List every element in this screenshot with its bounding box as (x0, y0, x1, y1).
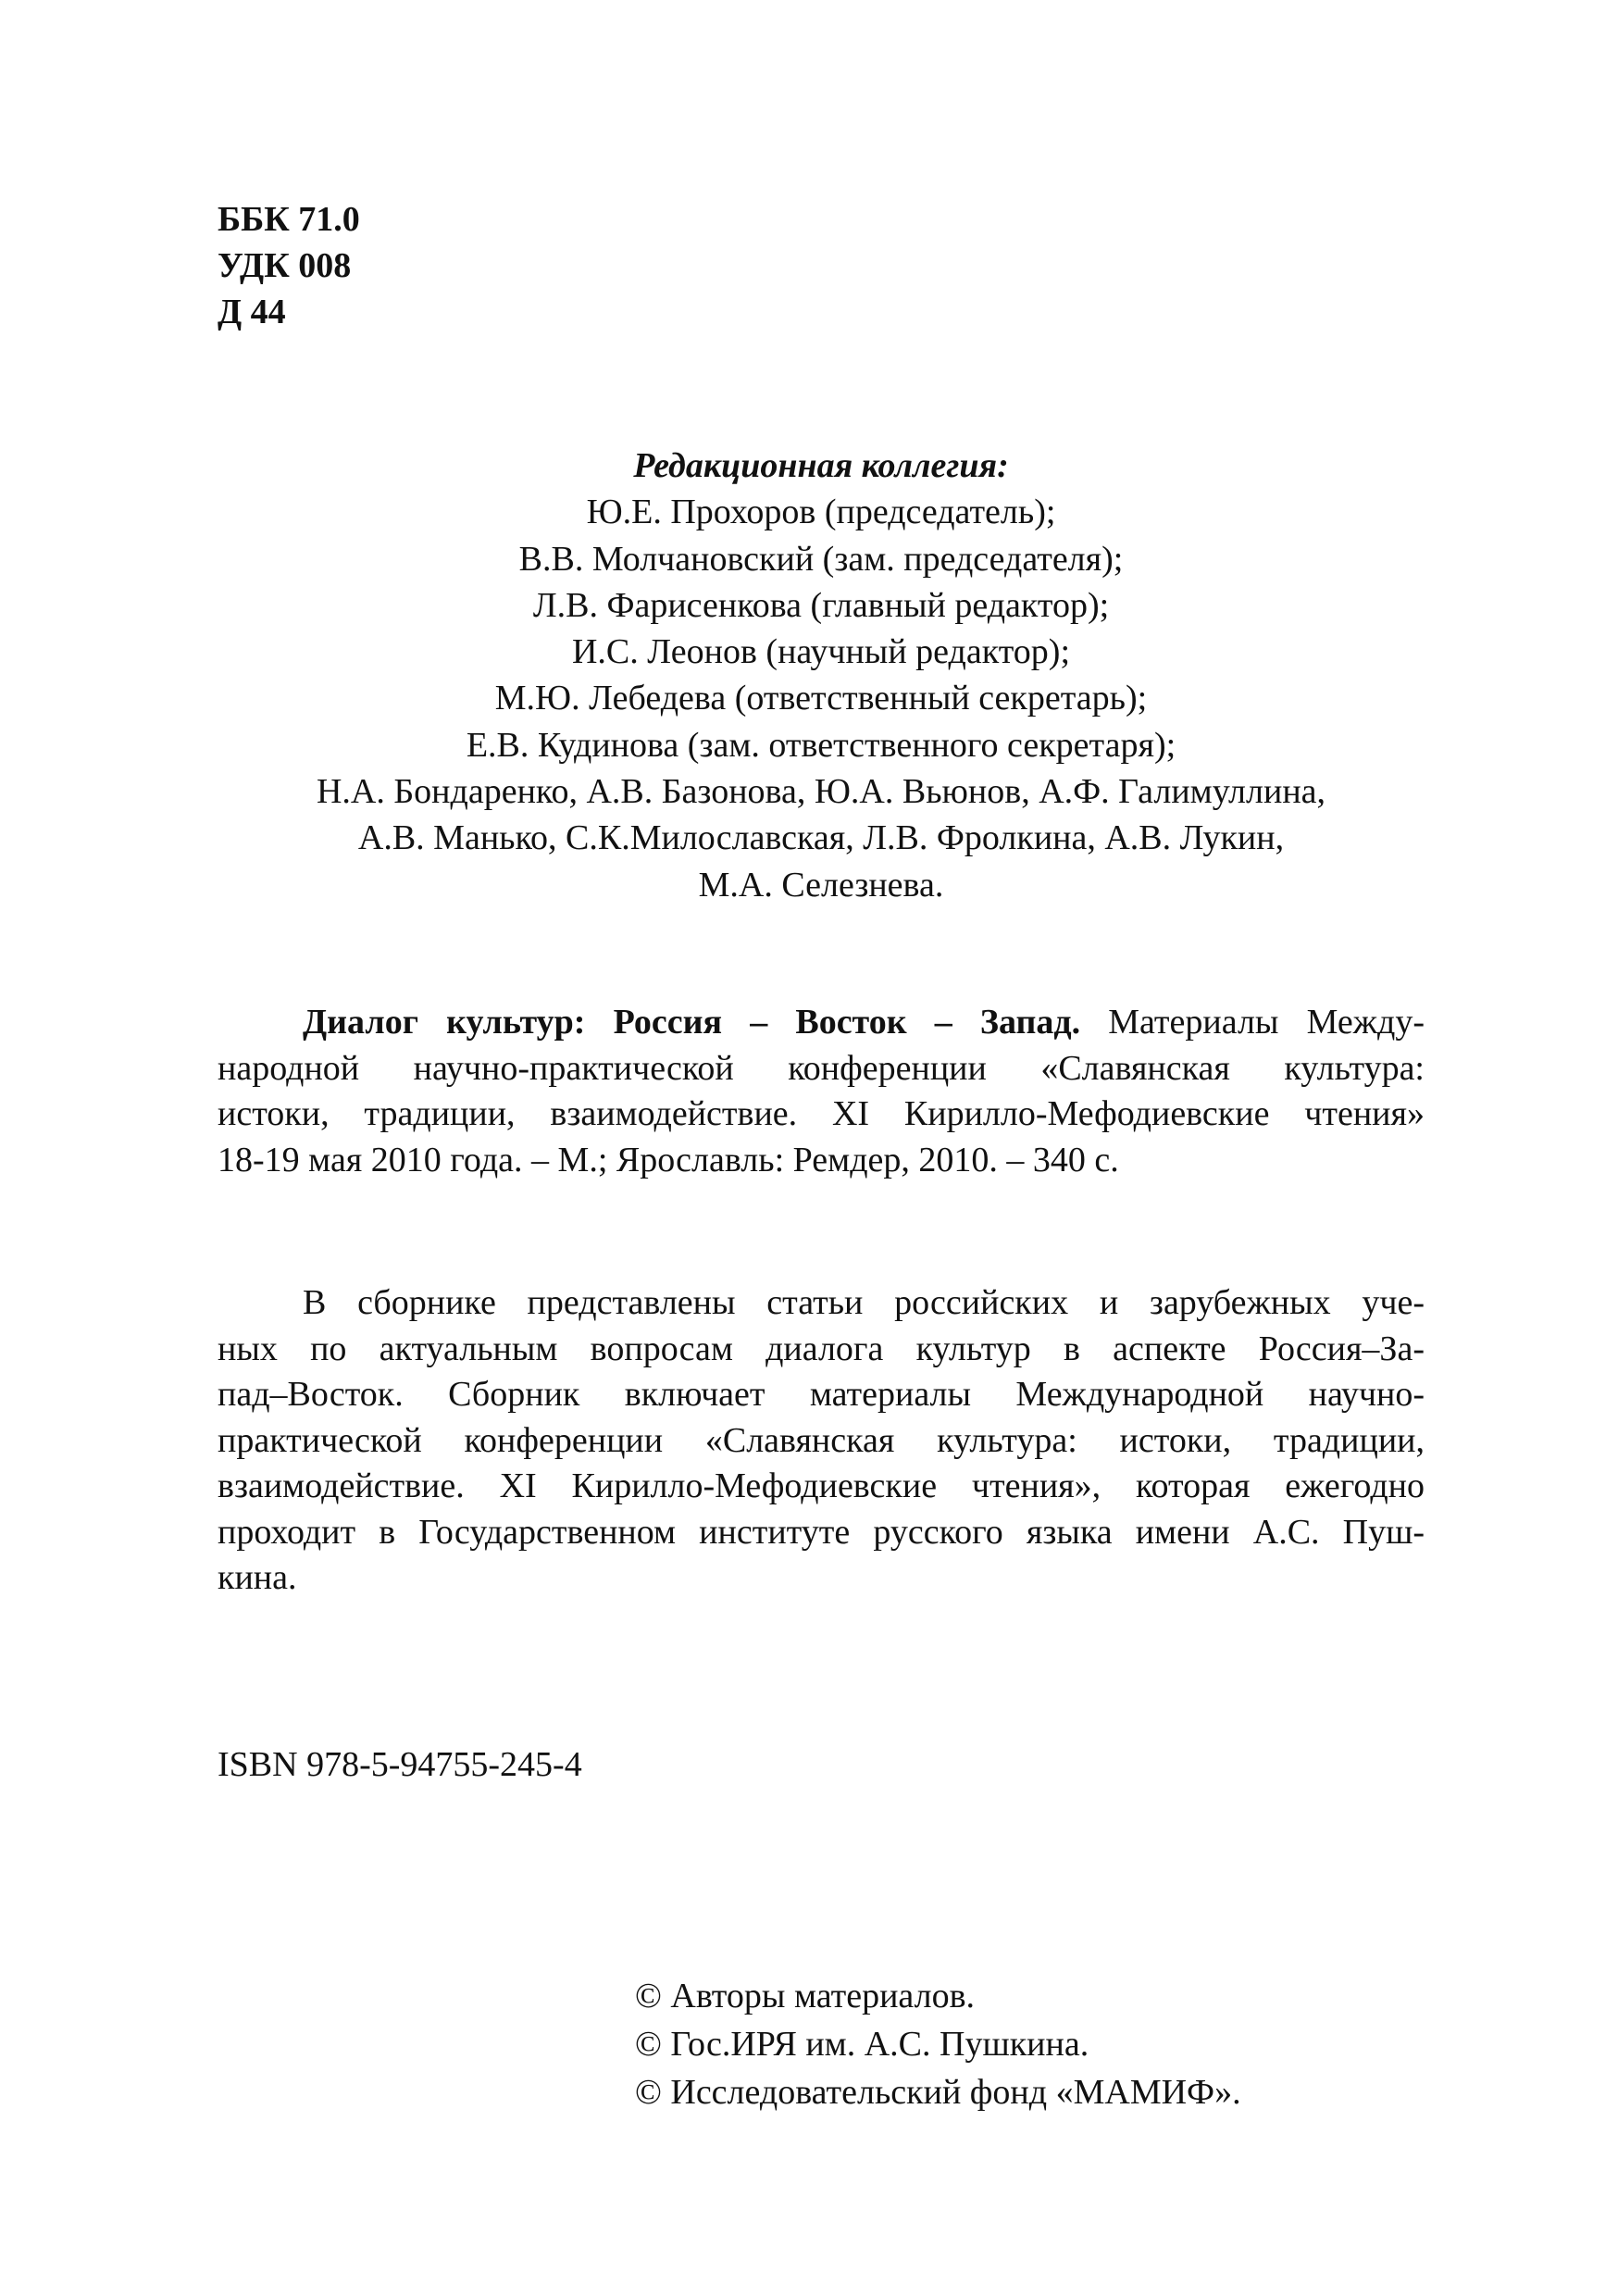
citation-text: Материалы Между- (1080, 1003, 1425, 1042)
editorial-board (218, 443, 1425, 908)
abstract-line: кина. (218, 1558, 297, 1597)
board-member-line: М.А. Селезнева. (698, 865, 944, 905)
board-member-line: И.С. Леонов (научный редактор); (571, 632, 1071, 672)
citation-line: народной научно-практической конференции «Славянская культура: (218, 1048, 1425, 1088)
bibliographic-citation (218, 1000, 1425, 1183)
board-member-line: В.В. Молчановский (зам. председателя); (518, 539, 1124, 579)
board-member-line: Ю.Е. Прохоров (председатель); (586, 493, 1056, 532)
abstract-line: практической конференции «Славянская культура: истоки, традиции, (218, 1420, 1425, 1460)
citation-line: 18-19 мая 2010 года. – М.; Ярославль: Ремдер, 2010. – 340 с. (218, 1140, 1119, 1179)
copyright-line: © Гос.ИРЯ им. А.С. Пушкина. (635, 2025, 1089, 2064)
copyright-line: © Исследовательский фонд «МАМИФ». (635, 2073, 1241, 2112)
bbk-code: ББК 71.0 (218, 200, 360, 239)
board-member-line: А.В. Манько, С.К.Милославская, Л.В. Фролкина, А.В. Лукин, (357, 818, 1285, 858)
isbn: ISBN 978-5-94755-245-4 (218, 1745, 582, 1784)
classification-codes (218, 196, 1425, 335)
abstract-line: проходит в Государственном институте русского языка имени А.С. Пуш- (218, 1512, 1425, 1552)
abstract-line: ных по актуальным вопросам диалога культур в аспекте Россия–За- (218, 1329, 1425, 1368)
copyright-notices (635, 1972, 1241, 2116)
citation-line (218, 1000, 1425, 1046)
board-member-line: Л.В. Фарисенкова (главный редактор); (532, 585, 1110, 625)
board-member-line: Н.А. Бондаренко, А.В. Базонова, Ю.А. Вьюнов, А.Ф. Галимуллина, (316, 772, 1326, 812)
copyright-line: © Авторы материалов. (635, 1977, 976, 2015)
editorial-board-title: Редакционная коллегия: (633, 446, 1009, 485)
book-title: Диалог культур: Россия – Восток – Запад. (303, 1003, 1081, 1042)
udk-code: УДК 008 (218, 246, 352, 285)
board-member-line: Е.В. Кудинова (зам. ответственного секретаря); (466, 725, 1176, 765)
board-member-line: М.Ю. Лебедева (ответственный секретарь); (494, 679, 1148, 718)
author-mark: Д 44 (218, 293, 286, 331)
citation-line: истоки, традиции, взаимодействие. XI Кирилло-Мефодиевские чтения» (218, 1094, 1425, 1133)
abstract-line: В сборнике представлены статьи российских и зарубежных уче- (303, 1283, 1425, 1322)
abstract (218, 1280, 1425, 1602)
abstract-line: взаимодействие. XI Кирилло-Мефодиевские чтения», которая ежегодно (218, 1466, 1425, 1505)
abstract-line: пад–Восток. Сборник включает материалы Международной научно- (218, 1375, 1425, 1414)
